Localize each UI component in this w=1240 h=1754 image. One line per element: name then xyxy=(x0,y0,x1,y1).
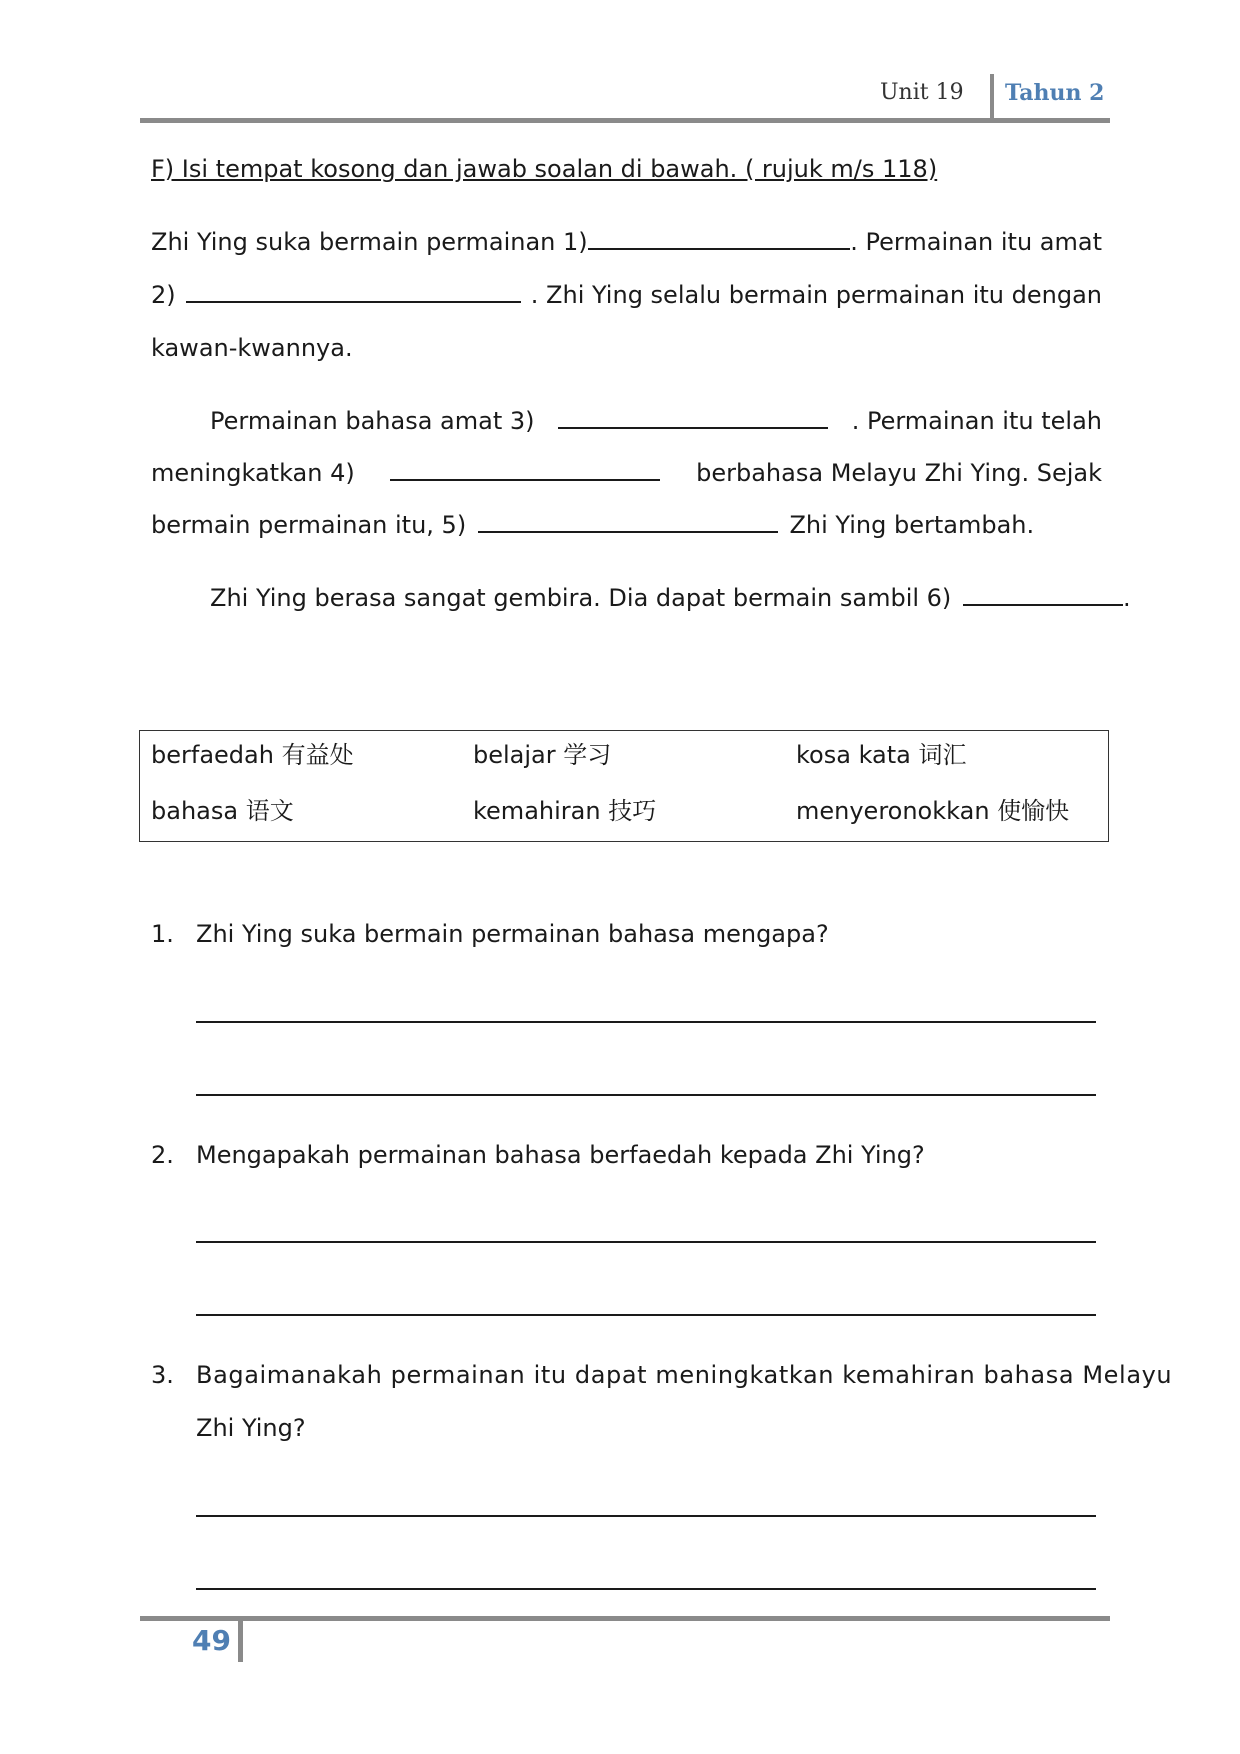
word-chinese: 语文 xyxy=(245,797,294,825)
passage-line-6 xyxy=(151,508,1102,542)
answer-line[interactable] xyxy=(196,1094,1096,1096)
word-chinese: 使愉快 xyxy=(997,797,1070,825)
blank-4[interactable] xyxy=(390,457,660,481)
word-malay: kemahiran xyxy=(473,797,601,825)
question-text-line: Bagaimanakah permainan itu dapat meningkatkan kemahiran bahasa Melayu xyxy=(196,1361,1173,1389)
word-malay: belajar xyxy=(473,741,556,769)
passage-text: 2) xyxy=(151,281,176,309)
passage-text: Zhi Ying berasa sangat gembira. Dia dapat bermain sambil 6) xyxy=(210,584,952,612)
header-rule xyxy=(140,118,1110,123)
footer-rule xyxy=(140,1616,1110,1621)
word-chinese: 学习 xyxy=(563,741,612,769)
word-bank-item xyxy=(796,735,967,770)
question-text: Mengapakah permainan bahasa berfaedah kepada Zhi Ying? xyxy=(196,1141,925,1169)
word-bank-item xyxy=(473,735,611,770)
word-chinese: 词汇 xyxy=(918,741,967,769)
question-text xyxy=(196,1361,1173,1389)
passage-line-3 xyxy=(151,331,1102,365)
word-malay: bahasa xyxy=(151,797,239,825)
passage-text: . Permainan itu telah xyxy=(851,407,1102,435)
question-text: Zhi Ying suka bermain permainan bahasa mengapa? xyxy=(196,920,829,948)
passage-line-2 xyxy=(151,278,1102,312)
question-number: 2. xyxy=(151,1141,174,1169)
answer-line[interactable] xyxy=(196,1588,1096,1590)
answer-line[interactable] xyxy=(196,1021,1096,1023)
header-divider xyxy=(990,74,994,120)
passage-text: bermain permainan itu, 5) xyxy=(151,511,467,539)
word-bank-item xyxy=(151,791,294,826)
section-instruction: F) Isi tempat kosong dan jawab soalan di bawah. ( rujuk m/s 118) xyxy=(151,155,938,183)
year-label: Tahun 2 xyxy=(1005,80,1105,106)
blank-3[interactable] xyxy=(558,405,828,429)
blank-1[interactable] xyxy=(588,226,851,250)
word-bank-item xyxy=(473,791,656,826)
word-chinese: 有益处 xyxy=(281,741,354,769)
passage-text: meningkatkan 4) xyxy=(151,459,355,487)
question-number: 3. xyxy=(151,1361,174,1389)
word-bank xyxy=(139,730,1109,842)
passage-text: . Permainan itu amat xyxy=(850,228,1102,256)
answer-line[interactable] xyxy=(196,1515,1096,1517)
blank-2[interactable] xyxy=(186,279,521,303)
word-malay: berfaedah xyxy=(151,741,274,769)
word-malay: kosa kata xyxy=(796,741,911,769)
passage-text: . xyxy=(1122,584,1131,612)
passage-text: Permainan bahasa amat 3) xyxy=(210,407,535,435)
question-number: 1. xyxy=(151,920,174,948)
passage-text: . Zhi Ying selalu bermain permainan itu dengan xyxy=(530,281,1102,309)
answer-line[interactable] xyxy=(196,1241,1096,1243)
answer-line[interactable] xyxy=(196,1314,1096,1316)
passage-text: Zhi Ying bertambah. xyxy=(789,511,1035,539)
passage-line-1 xyxy=(151,225,1102,259)
passage-text: kawan-kwannya. xyxy=(151,334,353,362)
blank-6[interactable] xyxy=(963,582,1123,606)
footer-divider xyxy=(238,1620,243,1662)
passage-line-7 xyxy=(210,581,1131,615)
passage-line-5 xyxy=(151,456,1102,490)
page-number: 49 xyxy=(192,1624,231,1657)
blank-5[interactable] xyxy=(478,509,778,533)
unit-label: Unit 19 xyxy=(880,80,964,105)
word-bank-item xyxy=(796,791,1069,826)
passage-line-4 xyxy=(210,404,1102,438)
passage-text: Zhi Ying suka bermain permainan 1) xyxy=(151,228,588,256)
passage-text: berbahasa Melayu Zhi Ying. Sejak xyxy=(696,459,1102,487)
word-chinese: 技巧 xyxy=(608,797,657,825)
word-bank-item xyxy=(151,735,354,770)
question-text-continued: Zhi Ying? xyxy=(196,1414,306,1442)
word-malay: menyeronokkan xyxy=(796,797,990,825)
